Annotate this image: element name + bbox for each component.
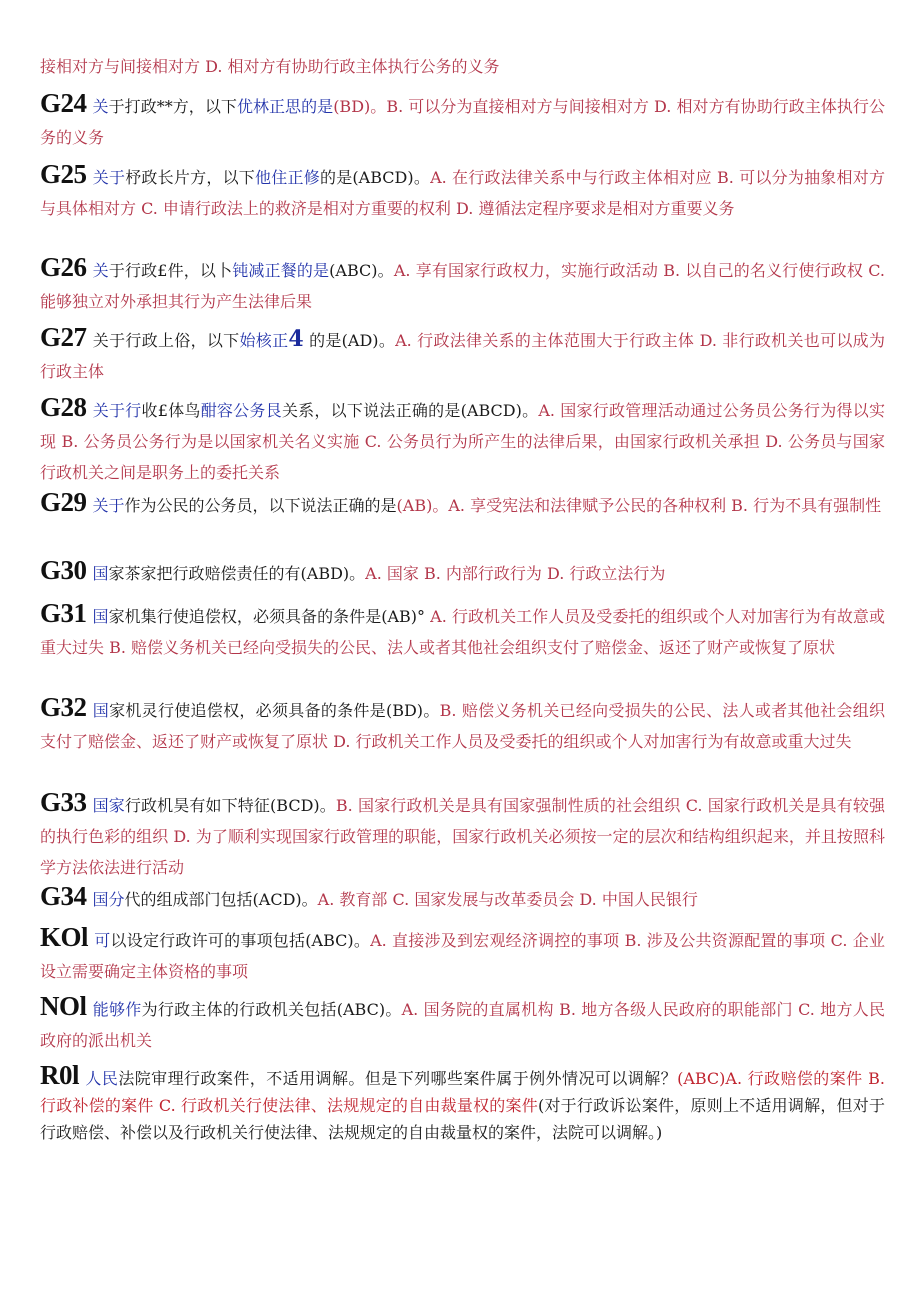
answer-text: A. 国家 B. 内部行政行为 D. 行政立法行为 bbox=[365, 564, 666, 583]
question-highlight-digit: 4 bbox=[288, 326, 304, 352]
question-lead: 国 bbox=[92, 564, 109, 583]
question-code: G32 bbox=[40, 692, 87, 722]
entry-g28 bbox=[40, 392, 885, 488]
question-lead: 国分 bbox=[92, 890, 125, 909]
answer-text: A. 国务院的直属机构 B. 地方各级人民政府的职能部门 C. 地方人民政府的派出机关 bbox=[40, 1000, 885, 1050]
entry-g26 bbox=[40, 252, 885, 317]
question-lead: 人民 bbox=[85, 1069, 119, 1088]
entry-g27 bbox=[40, 322, 885, 387]
question-code: G34 bbox=[40, 881, 87, 911]
entry-g34 bbox=[40, 881, 885, 915]
question-code: G31 bbox=[40, 598, 87, 628]
entry-g32 bbox=[40, 692, 885, 757]
answer-text: A. 享有国家行政权力，实施行政活动 B. 以自己的名义行使行政权 C. 能够独立对外承担其行为产生法律后果 bbox=[40, 261, 885, 311]
question-highlight: 钝减正餐的是 bbox=[232, 261, 330, 280]
question-lead: 关于行 bbox=[92, 401, 142, 420]
question-lead: 能够作 bbox=[92, 1000, 142, 1019]
question-text: 于行政£件，以卜 bbox=[108, 261, 233, 280]
entry-g29 bbox=[40, 487, 885, 521]
question-text: 杼政长片方，以下 bbox=[125, 168, 256, 187]
entry-g31 bbox=[40, 598, 885, 663]
question-text: 为行政主体的行政机关包括(ABC)。 bbox=[141, 1000, 402, 1019]
question-text: 收£体鸟 bbox=[141, 401, 201, 420]
question-highlight: 他住正修 bbox=[255, 168, 320, 187]
question-text: 代的组成部门包括(ACD)。 bbox=[124, 890, 318, 909]
question-text: 家机灵行使追偿权，必须具备的条件是(BD)。 bbox=[109, 701, 440, 720]
question-text-tail: 关系，以下说法正确的是(ABCD)。 bbox=[281, 401, 539, 420]
question-code: G30 bbox=[40, 555, 87, 585]
question-text-tail: (ABC)。 bbox=[329, 261, 394, 280]
question-code: KOl bbox=[40, 922, 89, 952]
entry-g30 bbox=[40, 555, 885, 589]
question-lead: 国 bbox=[92, 607, 109, 626]
question-text: 行政机昊有如下特征(BCD)。 bbox=[124, 796, 336, 815]
question-code: NOl bbox=[40, 991, 87, 1021]
answer-text: (ABC)A. 行政赔偿的案件 B. 行政补偿的案件 C. 行政机关行使法律、法规规定的自由裁量权的案件 bbox=[40, 1069, 885, 1115]
answer-text: A. 行政机关工作人员及受委托的组织或个人对加害行为有故意或重大过失 B. 赔偿义务机关已经向受损失的公民、法人或者其他社会组织支付了赔偿金、返还了财产或恢复了原状 bbox=[40, 607, 885, 657]
question-text: 以设定行政许可的事项包括(ABC)。 bbox=[110, 931, 371, 950]
question-lead: 可 bbox=[94, 931, 111, 950]
entry-g33 bbox=[40, 787, 885, 883]
question-text-tail: 的是(AD)。 bbox=[303, 331, 396, 350]
question-text-tail: 的是(ABCD)。 bbox=[319, 168, 431, 187]
question-text: 家茶家把行政赔偿责任的有(ABD)。 bbox=[108, 564, 366, 583]
question-code: G24 bbox=[40, 88, 87, 118]
answer-text: A. 国家行政管理活动通过公务员公务行为得以实现 B. 公务员公务行为是以国家机关名义实施 C. 公务员行为所产生的法律后果，由国家行政机关承担 D. 公务员与国家行政机关之间是职务上的委托关系 bbox=[40, 401, 885, 482]
question-text: 法院审理行政案件，不适用调解。但是下列哪些案件属于例外情况可以调解？ bbox=[118, 1069, 678, 1088]
continuation-text: 接相对方与间接相对方 D. 相对方有协助行政主体执行公务的义务 bbox=[40, 57, 500, 76]
entry-g25 bbox=[40, 159, 885, 224]
question-text: 家机集行使追偿权，必须具备的条件是(AB)° bbox=[108, 607, 426, 626]
question-lead: 国 bbox=[92, 701, 110, 720]
answer-text: B. 国家行政机关是具有国家强制性质的社会组织 C. 国家行政机关是具有较强的执行色彩的组织 D. 为了顺利实现国家行政管理的职能，国家行政机关必须按一定的层次和结构组织起来，并且按照科学方法依法进行活动 bbox=[40, 796, 885, 877]
entry-k01 bbox=[40, 922, 885, 987]
explanation-note: (对于行政诉讼案件，原则上不适用调解，但对于行政赔偿、补偿以及行政机关行使法律、法规规定的自由裁量权的案件，法院可以调解。) bbox=[40, 1096, 885, 1142]
question-text: 于打政**方，以下 bbox=[108, 97, 237, 116]
question-text: 关于行政上俗，以下 bbox=[92, 331, 240, 350]
question-highlight: 酣容公务艮 bbox=[200, 401, 282, 420]
entry-r01 bbox=[40, 1062, 885, 1146]
answer-text: A. 在行政法律关系中与行政主体相对应 B. 可以分为抽象相对方与具体相对方 C. 申请行政法上的救济是相对方重要的权利 D. 遵循法定程序要求是相对方重要义务 bbox=[40, 168, 885, 218]
question-highlight: 始核正 bbox=[239, 331, 289, 350]
question-lead: 关 bbox=[92, 97, 109, 116]
question-code: G33 bbox=[40, 787, 87, 817]
entry-g24 bbox=[40, 88, 885, 153]
answer-text: A. 教育部 C. 国家发展与改革委员会 D. 中国人民银行 bbox=[317, 890, 698, 909]
answer-text: A. 直接涉及到宏观经济调控的事项 B. 涉及公共资源配置的事项 C. 企业设立需要确定主体资格的事项 bbox=[40, 931, 885, 981]
entry-n01 bbox=[40, 991, 885, 1056]
question-highlight: 优林正思的是 bbox=[236, 97, 334, 116]
answer-text: (AB)。A. 享受宪法和法律赋予公民的各种权利 B. 行为不具有强制性 bbox=[396, 496, 882, 515]
question-lead: 关于 bbox=[92, 496, 125, 515]
question-code: G28 bbox=[40, 392, 87, 422]
question-code: G26 bbox=[40, 252, 87, 282]
question-code: G25 bbox=[40, 159, 87, 189]
question-code: R0l bbox=[40, 1060, 79, 1090]
answer-text: A. 行政法律关系的主体范围大于行政主体 D. 非行政机关也可以成为行政主体 bbox=[40, 331, 885, 381]
question-lead: 关于 bbox=[92, 168, 126, 187]
question-text: 作为公民的公务员，以下说法正确的是 bbox=[124, 496, 397, 515]
question-lead: 关 bbox=[92, 261, 109, 280]
question-code: G27 bbox=[40, 322, 87, 352]
answer-text: (BD)。B. 可以分为直接相对方与间接相对方 D. 相对方有协助行政主体执行公务的义务 bbox=[40, 97, 885, 147]
question-lead: 国家 bbox=[92, 796, 125, 815]
answer-text: B. 赔偿义务机关已经向受损失的公民、法人或者其他社会组织支付了赔偿金、返还了财产或恢复了原状 D. 行政机关工作人员及受委托的组织或个人对加害行为有故意或重大过失 bbox=[40, 701, 885, 751]
question-code: G29 bbox=[40, 487, 87, 517]
